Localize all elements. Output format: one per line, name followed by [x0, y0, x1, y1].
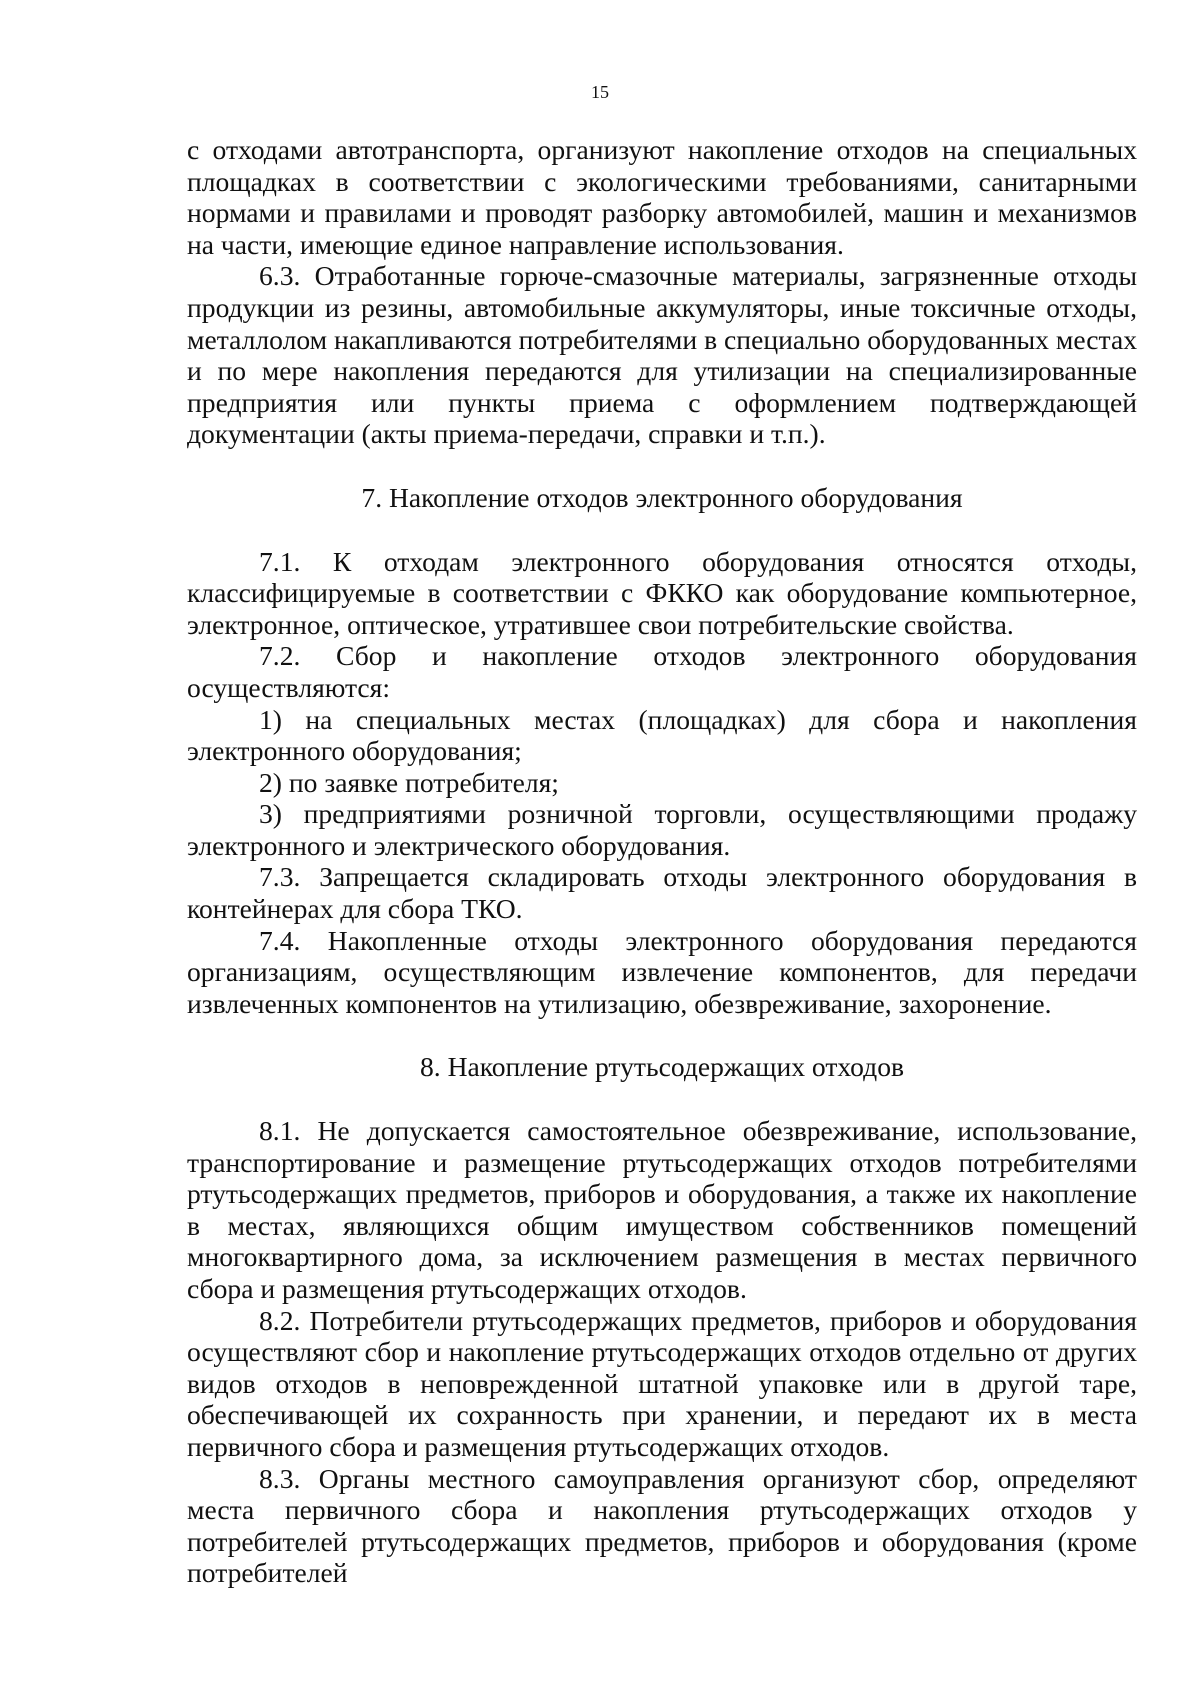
list-item-7-2-2: 2) по заявке потребителя; — [259, 766, 559, 798]
paragraph-6-3: 6.3. Отработанные горюче-смазочные материалы, загрязненные отходы продукции из резины, автомобильные аккумуляторы, иные токсичные отходы, металлолом накапливаются потребителями в специально оборудованных местах и по мере накопления передаются для утилизации на специализированные предприятия или пункты приема с оформлением подтверждающей документации (акты приема-передачи, справки и т.п.). — [187, 260, 1137, 450]
paragraph-8-1: 8.1. Не допускается самостоятельное обезвреживание, использование, транспортирование и размещение ртутьсодержащих отходов потребителями ртутьсодержащих предметов, приборов и оборудования, а также их накопление в местах, являющихся общим имуществом собственников помещений многоквартирного дома, за исключением размещения в местах первичного сбора и размещения ртутьсодержащих отходов. — [187, 1115, 1137, 1304]
paragraph-7-2: 7.2. Сбор и накопление отходов электронного оборудования осуществляются: — [187, 640, 1137, 703]
list-item-7-2-1: 1) на специальных местах (площадках) для сбора и накопления электронного оборудования; — [187, 703, 1137, 767]
section-heading-7: 7. Накопление отходов электронного оборудования — [361, 481, 963, 513]
section-heading-8: 8. Накопление ртутьсодержащих отходов — [419, 1051, 905, 1083]
paragraph-7-3: 7.3. Запрещается складировать отходы электронного оборудования в контейнерах для сбора ТКО. — [187, 861, 1137, 925]
page-number: 15 — [591, 82, 609, 102]
paragraph-8-3: 8.3. Органы местного самоуправления организуют сбор, определяют места первичного сбора и накопления ртутьсодержащих отходов у потребителей ртутьсодержащих предметов, приборов и оборудования (кроме потребителей — [187, 1462, 1137, 1589]
document-body — [187, 134, 1137, 1589]
paragraph-7-4: 7.4. Накопленные отходы электронного оборудования передаются организациям, осуществляющим извлечение компонентов, для передачи извлеченных компонентов на утилизацию, обезвреживание, захоронение. — [187, 924, 1137, 1019]
paragraph-continuation: с отходами автотранспорта, организуют накопление отходов на специальных площадках в соответствии с экологическими требованиями, санитарными нормами и правилами и проводят разборку автомобилей, машин и механизмов на части, имеющие единое направление использования. — [187, 134, 1137, 260]
paragraph-7-1: 7.1. К отходам электронного оборудования относятся отходы, классифицируемые в соответствии с ФККО как оборудование компьютерное, электронное, оптическое, утратившее свои потребительские свойства. — [187, 545, 1137, 640]
list-item-7-2-3: 3) предприятиями розничной торговли, осуществляющими продажу электронного и электрического оборудования. — [187, 798, 1137, 861]
paragraph-8-2: 8.2. Потребители ртутьсодержащих предметов, приборов и оборудования осуществляют сбор и накопление ртутьсодержащих отходов отдельно от других видов отходов в неповрежденной штатной упаковке или в другой таре, обеспечивающей их сохранность при хранении, и передают их в места первичного сбора и размещения ртутьсодержащих отходов. — [187, 1304, 1137, 1462]
